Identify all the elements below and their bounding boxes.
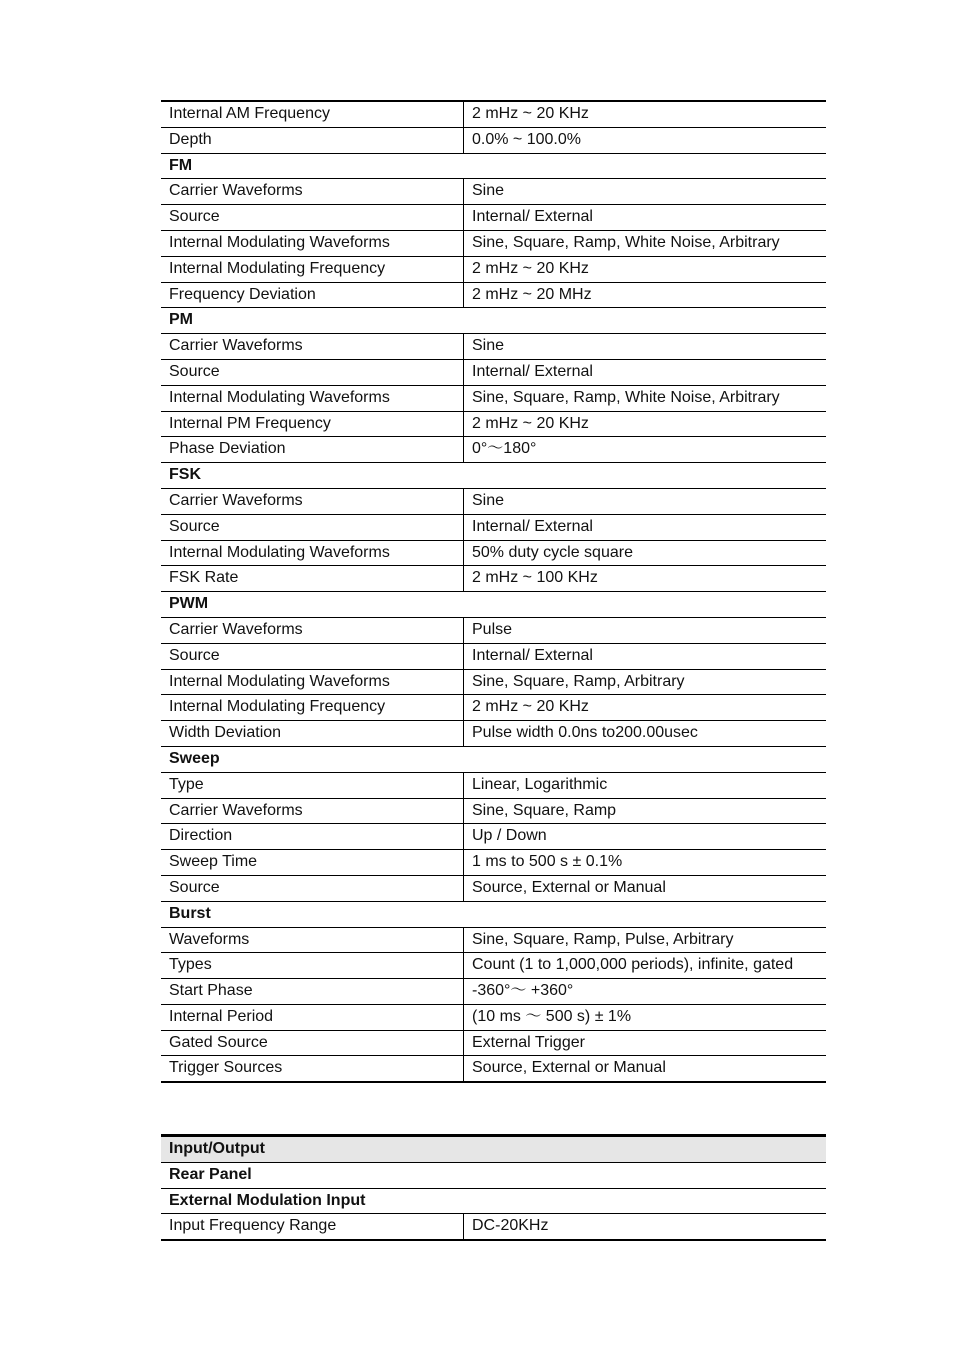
- spec-label: Internal Modulating Frequency: [161, 256, 464, 282]
- section-header-row: [161, 1188, 826, 1214]
- spec-label: Internal Modulating Waveforms: [161, 669, 464, 695]
- spec-row: [161, 437, 826, 463]
- spec-value: 2 mHz ~ 100 KHz: [464, 566, 827, 592]
- spec-value: Source, External or Manual: [464, 875, 827, 901]
- spec-label: Internal AM Frequency: [161, 101, 464, 127]
- spec-label: FSK Rate: [161, 566, 464, 592]
- spec-label: Carrier Waveforms: [161, 179, 464, 205]
- spec-label: Source: [161, 359, 464, 385]
- section-header-row: [161, 901, 826, 927]
- spec-value: 2 mHz ~ 20 KHz: [464, 101, 827, 127]
- spec-row: [161, 230, 826, 256]
- spec-value: -360°～ +360°: [464, 979, 827, 1005]
- spec-label: Frequency Deviation: [161, 282, 464, 308]
- spec-value: 2 mHz ~ 20 MHz: [464, 282, 827, 308]
- spec-label: Types: [161, 953, 464, 979]
- spec-value: Sine, Square, Ramp, White Noise, Arbitrary: [464, 230, 827, 256]
- spec-value: Sine: [464, 179, 827, 205]
- spec-value: External Trigger: [464, 1030, 827, 1056]
- spec-value: Internal/ External: [464, 359, 827, 385]
- spec-label: Internal Modulating Waveforms: [161, 385, 464, 411]
- spec-row: [161, 205, 826, 231]
- spec-row: [161, 1056, 826, 1082]
- section-title: PM: [161, 308, 826, 334]
- spec-value: 2 mHz ~ 20 KHz: [464, 411, 827, 437]
- spec-value: Source, External or Manual: [472, 1059, 666, 1077]
- spec-value: Internal/ External: [464, 205, 827, 231]
- spec-value: 2 mHz ~ 20 KHz: [464, 695, 827, 721]
- spec-table-input-output: [161, 1134, 826, 1241]
- section-header-row: [161, 308, 826, 334]
- spec-row: [161, 540, 826, 566]
- spec-value: Pulse: [464, 617, 827, 643]
- section-title: External Modulation Input: [161, 1188, 826, 1214]
- spec-value: Sine, Square, Ramp, Arbitrary: [464, 669, 827, 695]
- section-header-row: [161, 153, 826, 179]
- spec-label: Source: [161, 205, 464, 231]
- section-title: Burst: [161, 901, 826, 927]
- section-header-row: [161, 1162, 826, 1188]
- section-header-row: [161, 746, 826, 772]
- spec-label: Source: [161, 875, 464, 901]
- section-title: FM: [161, 153, 826, 179]
- spec-row: [161, 359, 826, 385]
- spec-value: 50% duty cycle square: [464, 540, 827, 566]
- spec-row: [161, 566, 826, 592]
- spec-table-body: [161, 1136, 826, 1241]
- spec-row: [161, 1030, 826, 1056]
- spec-row: [161, 617, 826, 643]
- spec-label: Internal Modulating Waveforms: [161, 230, 464, 256]
- spec-label: Source: [161, 514, 464, 540]
- section-header-row: [161, 592, 826, 618]
- spec-label: Phase Deviation: [161, 437, 464, 463]
- spec-row: [161, 282, 826, 308]
- spec-row: [161, 1004, 826, 1030]
- spec-row: [161, 979, 826, 1005]
- section-header-row: [161, 1136, 826, 1163]
- spec-table-body: [161, 101, 826, 1082]
- section-title: Rear Panel: [161, 1162, 826, 1188]
- spec-label: Waveforms: [161, 927, 464, 953]
- spec-label: Internal Period: [161, 1004, 464, 1030]
- spec-row: [161, 101, 826, 127]
- section-title: Sweep: [161, 746, 826, 772]
- spec-label: Start Phase: [161, 979, 464, 1005]
- section-title: FSK: [161, 463, 826, 489]
- spec-label: Direction: [161, 824, 464, 850]
- spec-value: Pulse width 0.0ns to200.00usec: [464, 721, 827, 747]
- spec-row: [161, 643, 826, 669]
- spec-value: Count (1 to 1,000,000 periods), infinite, gated: [464, 953, 827, 979]
- spec-value: 0°～180°: [464, 437, 827, 463]
- spec-row: [161, 385, 826, 411]
- spec-row: [161, 334, 826, 360]
- spec-value: 0.0% ~ 100.0%: [464, 127, 827, 153]
- spec-label: Sweep Time: [161, 850, 464, 876]
- spec-row: [161, 411, 826, 437]
- spec-value: Sine, Square, Ramp, Pulse, Arbitrary: [464, 927, 827, 953]
- spec-label: Carrier Waveforms: [161, 617, 464, 643]
- spec-label: Carrier Waveforms: [161, 798, 464, 824]
- spec-value: 1 ms to 500 s ± 0.1%: [464, 850, 827, 876]
- spec-label: Internal Modulating Waveforms: [161, 540, 464, 566]
- spec-label: Internal Modulating Frequency: [161, 695, 464, 721]
- spec-row: [161, 721, 826, 747]
- spec-value: Sine: [464, 488, 827, 514]
- spec-value: (10 ms ～ 500 s) ± 1%: [464, 1004, 827, 1030]
- spec-label: Type: [161, 772, 464, 798]
- spec-table-modulation: [161, 100, 826, 1083]
- spec-value: Linear, Logarithmic: [464, 772, 827, 798]
- spec-value: 2 mHz ~ 20 KHz: [464, 256, 827, 282]
- section-header-row: [161, 463, 826, 489]
- spec-row: [161, 953, 826, 979]
- spec-row: [161, 1214, 826, 1240]
- spec-label: Trigger Sources: [161, 1056, 464, 1082]
- spec-row: [161, 179, 826, 205]
- spec-row: [161, 488, 826, 514]
- spec-row: [161, 875, 826, 901]
- spec-label: Width Deviation: [161, 721, 464, 747]
- spec-value: Sine, Square, Ramp: [464, 798, 827, 824]
- spec-row: [161, 772, 826, 798]
- spec-value: Internal/ External: [464, 514, 827, 540]
- spec-label: Source: [161, 643, 464, 669]
- spec-row: [161, 256, 826, 282]
- spec-row: [161, 695, 826, 721]
- spec-value: Sine, Square, Ramp, White Noise, Arbitrary: [464, 385, 827, 411]
- spec-label: Carrier Waveforms: [161, 334, 464, 360]
- spec-row: [161, 669, 826, 695]
- spec-label: Gated Source: [161, 1030, 464, 1056]
- spec-label: Internal PM Frequency: [161, 411, 464, 437]
- spec-row: [161, 514, 826, 540]
- spec-row: [161, 850, 826, 876]
- section-title: Input/Output: [161, 1136, 826, 1163]
- spec-row: [161, 127, 826, 153]
- spec-row: [161, 798, 826, 824]
- spec-row: [161, 824, 826, 850]
- spec-value: DC-20KHz: [472, 1217, 549, 1235]
- spec-label: Carrier Waveforms: [161, 488, 464, 514]
- section-title: PWM: [161, 592, 826, 618]
- spec-value: Up / Down: [464, 824, 827, 850]
- spec-label: Depth: [161, 127, 464, 153]
- spec-value: Sine: [464, 334, 827, 360]
- spec-value: Internal/ External: [464, 643, 827, 669]
- spec-row: [161, 927, 826, 953]
- spec-label: Input Frequency Range: [161, 1214, 464, 1240]
